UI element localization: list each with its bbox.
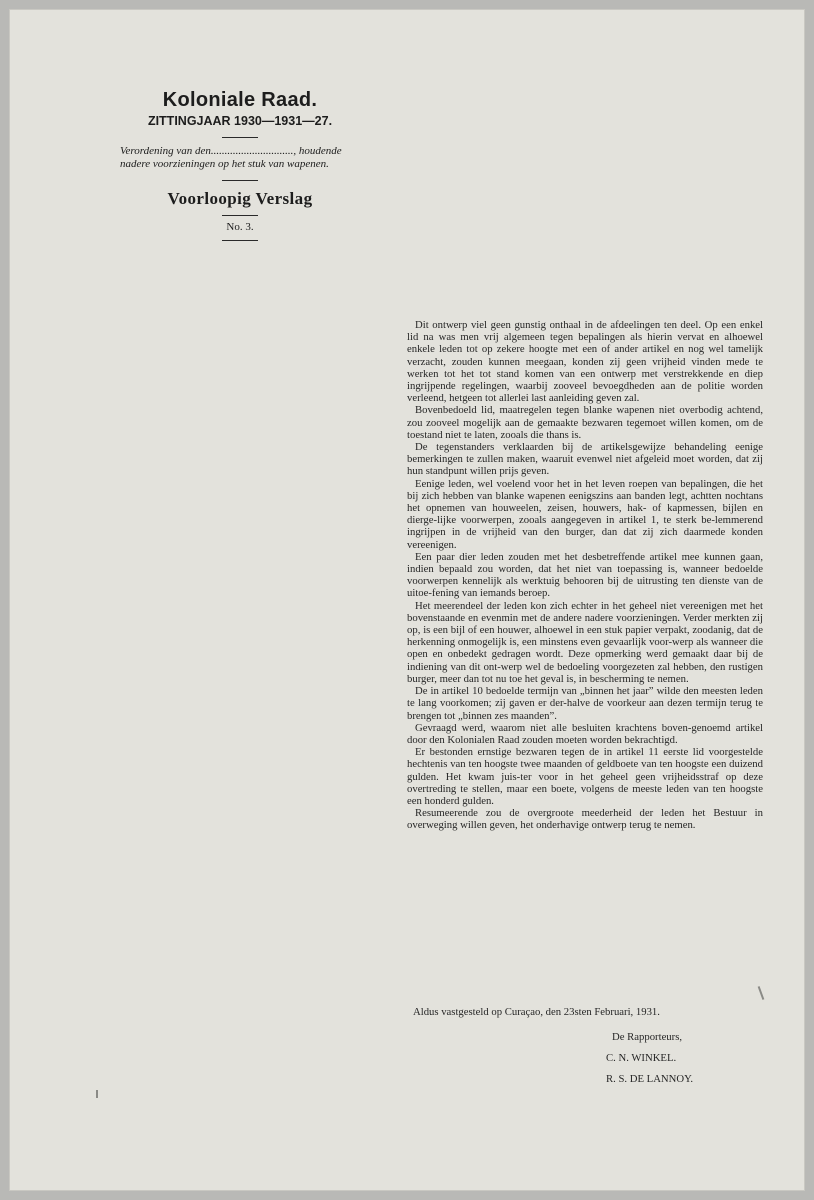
session-year: ZITTINGJAAR 1930—1931—27.	[147, 114, 333, 128]
rapporteur-name: R. S. DE LANNOY.	[606, 1073, 694, 1085]
adoption-line: Aldus vastgesteld op Curaçao, den 23sten Februari, 1931.	[413, 1006, 660, 1018]
document-page	[10, 10, 804, 1190]
paragraph: Dit ontwerp viel geen gunstig onthaal in de afdeelingen ten deel. Op een enkel lid na was men vrij algemeen tegen bepalingen als hierin vervat en alhoewel enkele leden tot op zekere hoogte met een of ander artikel en nog wel tamelijk verzacht, zouden kunnen meegaan, konden zij geen vrijheid vinden mede te werken tot het tot stand komen van een ontwerp met verstrekkende en diep ingrijpende regelingen, waarbij zooveel bevoegdheden aan de politie worden verleend, hetgeen tot allerlei last aanleiding geven zal.	[407, 319, 763, 405]
divider	[222, 240, 258, 241]
divider	[222, 137, 258, 138]
signature-block	[606, 1027, 693, 1090]
paragraph: De in artikel 10 bedoelde termijn van „binnen het jaar” wilde den meesten leden te lang voorkomen; zij gaven er der-halve de voorkeur aan dezen termijn terug te brengen tot „binnen zes maanden”.	[407, 685, 763, 722]
report-number: No. 3.	[226, 221, 254, 233]
paragraph: De tegenstanders verklaarden bij de artikelsgewijze behandeling eenige bemerkingen te zullen maken, waaruit evenwel niet afgeleid moet worden, dat zij hun standpunt willen prijs geven.	[407, 441, 763, 478]
paragraph: Een paar dier leden zouden met het desbetreffende artikel mee kunnen gaan, indien bepaald zou worden, dat het niet van toepassing is, wanneer bedoelde voorwerpen kennelijk als werktuig behooren bij de uitrusting ten dienste van de uitoe-fening van iemands beroep.	[407, 550, 763, 600]
report-title: Voorloopig Verslag	[167, 189, 313, 208]
report-body	[407, 319, 763, 832]
paragraph: Eenige leden, wel voelend voor het in het leven roepen van bepalingen, die het bij zich hebben van blanke wapenen eenigszins aan banden legt, achtten nochtans het opnemen van houweelen, zeisen, houwers, hak- of kapmessen, bijlen en dierge-lijke voorwerpen, zooals aangegeven in artikel 1, te sterk be-lemmerend ingrijpen in de vrijheid van den burger, dan dat zij zich daarmede konden vereenigen.	[407, 477, 763, 551]
rapporteur-name: C. N. WINKEL.	[606, 1052, 677, 1064]
paragraph: Het meerendeel der leden kon zich echter in het geheel niet vereenigen met het bovenstaande en evenmin met de andere nadere voorzieningen. Verder merkten zij op, is een bijl of een houwer, alhoewel in een stuk papier verpakt, zoodanig, dat de herkenning onmogelijk is, een minstens even gevaarlijk voor-werp als wanneer die open en onbedekt gedragen wordt. Deze opmerking werd gemaakt daar bij de indiening van dit ont-werp wel de bedoeling voorgezeten zal hebben, den rustigen burger, meer dan tot nu toe het geval is, in bescherming te nemen.	[407, 599, 763, 685]
document-header	[105, 88, 375, 241]
adoption-statement	[407, 1006, 767, 1019]
rapporteurs-label: De Rapporteurs,	[612, 1031, 683, 1043]
paper-mark	[758, 986, 765, 1000]
paper-mark	[96, 1090, 98, 1098]
paragraph: Bovenbedoeld lid, maatregelen tegen blanke wapenen niet overbodig achtend, zou zooveel mogelijk aan de gemaakte bezwaren tegemoet willen komen, om de toestand niet te laten, zooals die thans is.	[407, 404, 763, 441]
ordinance-title: Verordening van den.............................., houdende nadere voorzieningen op het stuk van wapenen.	[120, 145, 342, 170]
divider	[222, 180, 258, 181]
paragraph: Resumeerende zou de overgroote meederheid der leden het Bestuur in overweging willen geven, het onderhavige ontwerp terug te nemen.	[407, 807, 763, 832]
divider	[222, 215, 258, 216]
paragraph: Gevraagd werd, waarom niet alle besluiten krachtens boven-genoemd artikel door den Kolonialen Raad zouden moeten worden bekrachtigd.	[407, 721, 763, 746]
paragraph: Er bestonden ernstige bezwaren tegen de in artikel 11 eerste lid voorgestelde hechtenis van ten hoogste twee maanden of geldboete van ten hoogste een duizend gulden. Het kwam juis-ter voor in het geheel geen vrijheidsstraf op deze overtreding te stellen, maar een boete, volgens de meeste leden van ten hoogste een honderd gulden.	[407, 746, 763, 807]
council-title: Koloniale Raad.	[162, 89, 318, 111]
